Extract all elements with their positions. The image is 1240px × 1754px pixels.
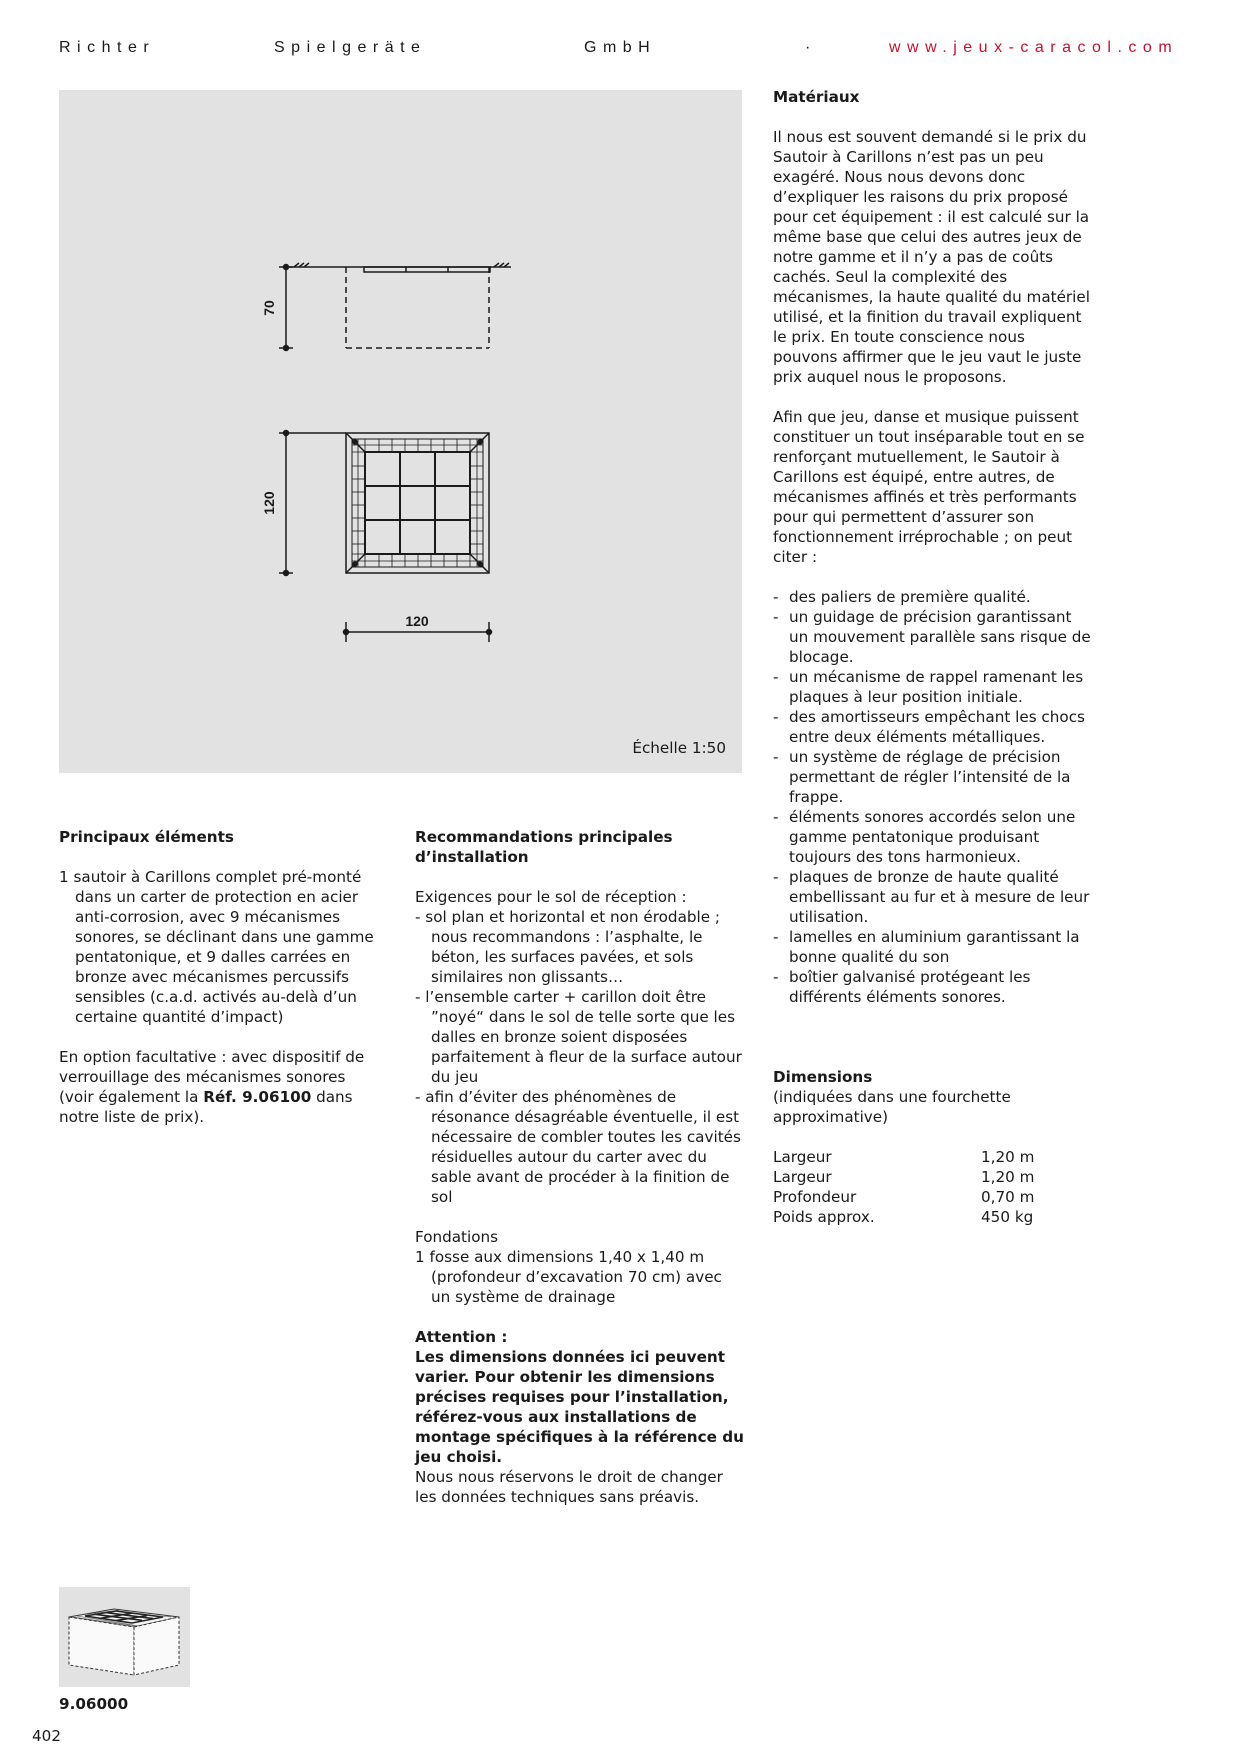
scale-label: Échelle 1:50 — [632, 739, 726, 757]
page-header — [59, 38, 1179, 60]
depth-dimension-label: 70 — [261, 300, 277, 316]
dimension-label: Largeur — [773, 1148, 832, 1166]
materials-paragraph-2: Afin que jeu, danse et musique puissent constituer un tout inséparable tout en se renforçant mutuellement, le Sautoir à Carillons est équipé, entre autres, de mécanismes affinés et très performants pour qui permettent d’assurer son fonctionnement irréprochable ; on peut citer : — [773, 408, 1085, 566]
company-word-1: Richter — [59, 39, 156, 56]
plan-height-dimension-label: 120 — [261, 491, 277, 515]
dimension-label: Largeur — [773, 1168, 832, 1186]
installation-heading-line-2: d’installation — [415, 848, 529, 866]
technical-drawing — [59, 90, 742, 773]
plan-width-dimension-label: 120 — [405, 613, 429, 629]
option-text-after: dans notre liste de prix). — [59, 1088, 353, 1126]
dimension-label: Profondeur — [773, 1188, 857, 1206]
dimension-value: 450 kg — [981, 1208, 1034, 1226]
header-separator: · — [805, 39, 817, 56]
table-row — [773, 1187, 1034, 1207]
table-row — [773, 1207, 1034, 1227]
ground-requirements-intro: Exigences pour le sol de réception : — [415, 888, 687, 906]
feature-item: - boîtier galvanisé protégeant les différents éléments sonores. — [773, 967, 1091, 1007]
plan-view — [279, 431, 492, 643]
ground-requirement-item: - sol plan et horizontal et non érodable ; nous recommandons : l’asphalte, le béton, les surfaces pavées, et sols similaires non glissants… — [415, 908, 721, 986]
main-elements-heading: Principaux éléments — [59, 828, 234, 846]
dimension-value: 1,20 m — [981, 1168, 1035, 1186]
dimension-value: 1,20 m — [981, 1148, 1035, 1166]
option-paragraph — [59, 1047, 379, 1127]
section-view — [279, 263, 511, 351]
disclaimer-text: Nous nous réservons le droit de changer les données techniques sans préavis. — [415, 1468, 723, 1506]
company-word-3: GmbH — [584, 39, 657, 56]
ground-requirement-item: - afin d’éviter des phénomènes de résonance désagréable éventuelle, il est nécessaire de combler toutes les cavités résiduelles autour du carter avec du sable avant de procéder à la finition de sol — [415, 1088, 741, 1206]
dimensions-section — [773, 1067, 1091, 1227]
main-elements-section — [59, 827, 379, 1127]
feature-item: - un système de réglage de précision permettant de régler l’intensité de la frappe. — [773, 747, 1091, 807]
installation-heading-line-1: Recommandations principales — [415, 828, 673, 846]
attention-text: Les dimensions données ici peuvent varier. Pour obtenir les dimensions précises requises pour l’installation, référez-vous aux installations de montage spécifiques à la référence du jeu choisi. — [415, 1348, 744, 1466]
feature-item: - un mécanisme de rappel ramenant les plaques à leur position initiale. — [773, 667, 1091, 707]
product-reference: 9.06000 — [59, 1695, 129, 1713]
option-text-before: En option facultative : avec dispositif de verrouillage des mécanismes sonores (voir également la — [59, 1048, 365, 1106]
ground-requirement-item: - l’ensemble carter + carillon doit être ”noyé“ dans le sol de telle sorte que les dalles en bronze soient disposées parfaitement à fleur de la surface autour du jeu — [415, 988, 742, 1086]
materials-heading: Matériaux — [773, 88, 860, 106]
materials-paragraph-1: Il nous est souvent demandé si le prix du Sautoir à Carillons n’est pas un peu exagéré. Nous nous devons donc d’expliquer les raisons du prix proposé pour cet équipement : il est calculé sur la même base que celui des autres jeux de notre gamme et il n’y a pas de coûts cachés. Seul la complexité des mécanismes, la haute qualité du matériel utilisé, et la finition du travail expliquent le prix. En toute conscience nous pouvons affirmer que le jeu vaut le juste prix auquel nous le proposons. — [773, 128, 1090, 386]
main-element-item: 1 sautoir à Carillons complet pré-monté dans un carter de protection en acier anti-corrosion, avec 9 mécanismes sonores, se déclinant dans une gamme pentatonique, et 9 dalles carrées en bronze avec mécanismes percussifs sensibles (c.a.d. activés au-delà d’un certaine quantité d’impact) — [59, 868, 374, 1026]
attention-label: Attention : — [415, 1328, 508, 1346]
materials-section — [773, 87, 1091, 1007]
website-url[interactable]: www.jeux-caracol.com — [889, 39, 1179, 56]
feature-item: - des paliers de première qualité. — [773, 587, 1091, 607]
table-row — [773, 1167, 1034, 1187]
installation-section — [415, 827, 745, 1507]
dimensions-subheading: (indiquées dans une fourchette approximative) — [773, 1088, 1011, 1126]
foundations-label: Fondations — [415, 1228, 499, 1246]
page-number: 402 — [32, 1727, 61, 1745]
feature-item: - un guidage de précision garantissant un mouvement parallèle sans risque de blocage. — [773, 607, 1091, 667]
table-row — [773, 1147, 1034, 1167]
dimensions-heading: Dimensions — [773, 1068, 873, 1086]
feature-item: - plaques de bronze de haute qualité embellissant au fur et à mesure de leur utilisation. — [773, 867, 1091, 927]
feature-item: - éléments sonores accordés selon une gamme pentatonique produisant toujours des tons harmonieux. — [773, 807, 1091, 867]
option-reference: Réf. 9.06100 — [203, 1088, 312, 1106]
feature-item: - lamelles en aluminium garantissant la bonne qualité du son — [773, 927, 1091, 967]
dimension-label: Poids approx. — [773, 1208, 875, 1226]
feature-item: - des amortisseurs empêchant les chocs entre deux éléments métalliques. — [773, 707, 1091, 747]
features-list — [773, 587, 1091, 1007]
dimensions-table — [773, 1147, 1034, 1227]
dimension-value: 0,70 m — [981, 1188, 1035, 1206]
product-thumbnail — [59, 1587, 190, 1687]
product-thumbnail-svg — [59, 1587, 190, 1687]
drawing-svg — [59, 90, 742, 773]
company-word-2: Spielgeräte — [274, 39, 427, 56]
foundations-text: 1 fosse aux dimensions 1,40 x 1,40 m (profondeur d’excavation 70 cm) avec un système de drainage — [415, 1248, 722, 1306]
